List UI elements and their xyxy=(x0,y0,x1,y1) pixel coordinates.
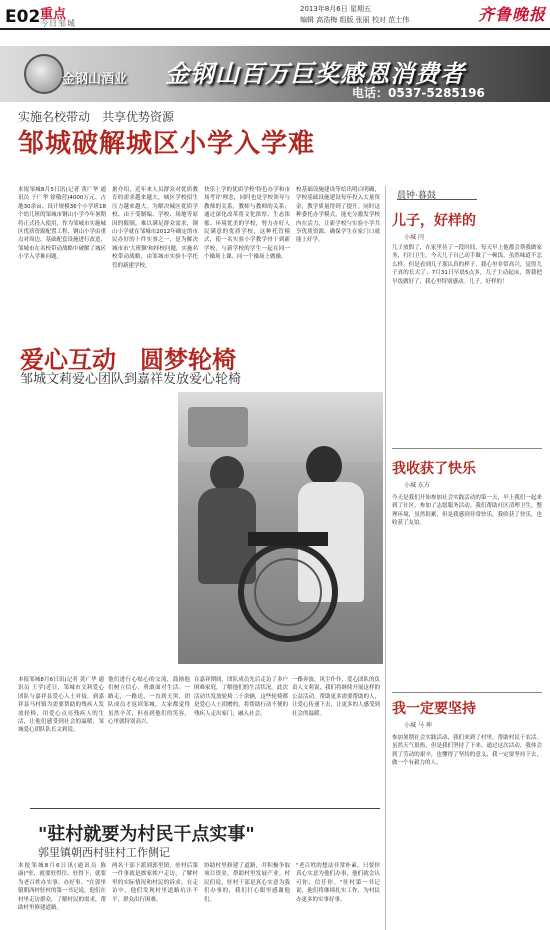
person-head-left xyxy=(210,456,244,492)
story3-column-2: 两名干部下派到郭里镇，驻村后第一件事就是挨家挨户走访，了解村里的实际情况和村民的诉求。在走访中，他们发现村里道路坑洼不平，群众出行困难。 xyxy=(112,863,198,903)
sidebar-article2-author: 小城 东方 xyxy=(404,482,430,489)
sidebar-article1-body: 儿子放假了，在家里待了一段时间，每天早上他都会帮我做家务，打扫卫生。今天儿子自己动手做了一顿饭，虽然味道不怎么样，但是看到儿子那认真的样子，我心里非常高兴，觉得儿子真的长大了。7月31日早晨5点多，儿子主动起床，帮我把早饭做好了，我心里特别感动。儿子，好样的！ xyxy=(392,245,542,285)
person-head-right xyxy=(306,446,342,486)
building-shape xyxy=(188,407,248,447)
story3-column-1: 本报邹城8月6日讯(通讯员 陈康)"驻，就要驻得住、驻得下，就要为老百姓办实事、办好事。"在郭里镇朝西村驻村的第一书记说，他们在村里走访群众，了解村民的需求，帮助村里修建道路。 xyxy=(18,863,106,912)
story2-column-3: 在嘉祥期间，团队成员先后走访了多户困难家庭，了解他们的生活状况。此次活动共发放轮椅二十余辆，这些轮椅都是爱心人士捐赠的，将帮助行动不便的残疾人走出家门，融入社会。 xyxy=(194,677,288,717)
story3-subheadline: 郭里镇朝西村驻村工作侧记 xyxy=(38,846,170,859)
page-header xyxy=(0,0,550,30)
ad-slogan: 金钢山百万巨奖感恩消费者 xyxy=(165,60,465,88)
sidebar-divider-2 xyxy=(392,692,542,693)
story2-column-1: 本报邹城8月6日讯(记者 黄广华 通讯员 王学)近日，邹城市文莉爱心团队与嘉祥县爱心人士对接，到嘉祥县马村镇为需要帮助的残疾人发放轮椅，用爱心点亮残疾人的生活，让他们感受到社会的温暖，邹城爱心团队队长文莉说。 xyxy=(18,677,104,734)
sidebar-article2-title: 我收获了快乐 xyxy=(392,461,476,477)
section-subtitle: 今日邹城 xyxy=(40,19,76,28)
wheelchair-seat xyxy=(248,532,328,546)
story1-kicker: 实施名校带动 共享优势资源 xyxy=(18,110,175,124)
story1-headline: 邹城破解城区小学入学难 xyxy=(18,129,316,159)
wheelchair-rim xyxy=(254,558,322,626)
issue-date: 2013年8月6日 星期五 xyxy=(300,5,371,13)
story2-subheadline: 邹城文莉爱心团队到嘉祥发放爱心轮椅 xyxy=(20,372,242,387)
ad-banner xyxy=(0,46,550,102)
sidebar-article1-title: 儿子，好样的 xyxy=(392,213,476,229)
sidebar-article3-author: 小城 马 坤 xyxy=(404,722,432,729)
story2-column-2: 他们进行心贴心的交流，鼓励他们树立信心，勇敢面对生活。一路走，一路送，一直到天黑，团队成员才返回邹城，大家都觉得虽然辛苦，但看到他们的笑容，心里就特别高兴。 xyxy=(108,677,190,726)
sidebar-article3-title: 我一定要坚持 xyxy=(392,701,476,717)
sidebar-article1-author: 小城 闫 xyxy=(404,234,424,241)
story3-divider xyxy=(30,808,380,809)
sidebar-article2-body: 今天是我们开始参加社会实践活动的第一天，早上我们一起来到了社区，参加了志愿服务活动。我们帮助社区清理卫生，整理环境，虽然很累，但是我感到非常快乐，我收获了快乐，也收获了友谊。 xyxy=(392,495,542,527)
story2-headline: 爱心互动 圆梦轮椅 xyxy=(20,346,236,374)
sidebar-label: 晨钟·暮鼓 xyxy=(397,188,477,200)
story2-column-4: 一路奔波，风尘仆仆，爱心团队的负责人文莉说，我们将继续开展这样的公益活动，帮助更多需要帮助的人，让爱心传递下去，让更多的人感受到社会的温暖。 xyxy=(292,677,380,717)
section-code: E02 xyxy=(5,7,41,27)
section-name: 重点 xyxy=(40,7,67,22)
wheelchair-photo xyxy=(178,392,383,664)
sidebar-article3-body: 参加暑期社会实践活动，我们来到了村里，帮助村民干农活。虽然天气很热，但是我们坚持了下来。通过这次活动，我体会到了劳动的艰辛，也懂得了坚持的意义，我一定要坚持下去，做一个有毅力的人。 xyxy=(392,735,542,767)
story3-column-4: "老百姓的想法非常朴素，只要你真心实意为他们办事，他们就会认可你、信任你。"驻村第一书记说，他们将继续扎实工作，为村民办更多的实事好事。 xyxy=(296,863,380,903)
sidebar-divider-1 xyxy=(392,448,542,449)
story1-column-1: 本报邹城8月5日讯(记者 黄广华 通讯员 于广华 徐敬营)4000万元、占地30余亩、设计规模36个小学班18个幼儿班的邹城市钢山小学今年暑期将正式投入使用，作为邹城市实施城区优质资源配置工程，钢山小学由重点对周边、基础配套设施进行改造，邹城市在名校带动战略中破解了城区小学入学难问题。 xyxy=(18,187,106,261)
ad-phone: 电话：0537-5285196 xyxy=(352,86,485,100)
story1-column-4: 校基础设施建设等给出明白明确，学校基础设施建设每年投入大量资金，教学质量得到了提升。同时这种委托办学模式，能充分激发学校内在活力，让新学校与实验小学共享优质资源，确保学生在家门口就能上好学。 xyxy=(296,187,380,244)
liquor-bottle-icon xyxy=(24,54,64,94)
newspaper-masthead: 齐鲁晚报 xyxy=(478,5,547,24)
story3-headline: "驻村就要为村民干点实事" xyxy=(38,824,255,845)
story1-column-3: 快乐上学的优质学校'特色办学和市场考评'理念，同时也是学校领导与教师的关系，教师与教师的关系；通过深化改革将文化浓厚、生态浓郁、环境优美的学校，努力办好人民满意的优质学校，这种托管模式，使一名实验小学教学骨干到新学校，与新学校的学生一起在同一个操场上课、同一个操场上做操。 xyxy=(204,187,290,261)
story3-column-3: 协助村里修建了道路，并积极争取项目资金，帮助村里发展产业。村民们说，驻村干部是真心实意为我们办事的，我们打心眼里感谢他们。 xyxy=(204,863,290,903)
ad-brand: 金钢山酒业 xyxy=(62,72,128,87)
editor-credits: 编辑 高浩梅 组版 张丽 校对 范士伟 xyxy=(300,16,410,24)
story1-column-2: 据介绍，近年来人员群众对优质教育的需求越来越大，城区学校招生压力越来越大。为解决城区优质学校、由于受制编、学校、场地等原因的限制，难以满足群众需求，钢山小学就在邹城市2012年确定的市民办好的十件实事之一，是为解决城市市'大班额'和择校问题，实施名校带动战略，由邹城市实验小学托管的新建学校。 xyxy=(112,187,198,269)
